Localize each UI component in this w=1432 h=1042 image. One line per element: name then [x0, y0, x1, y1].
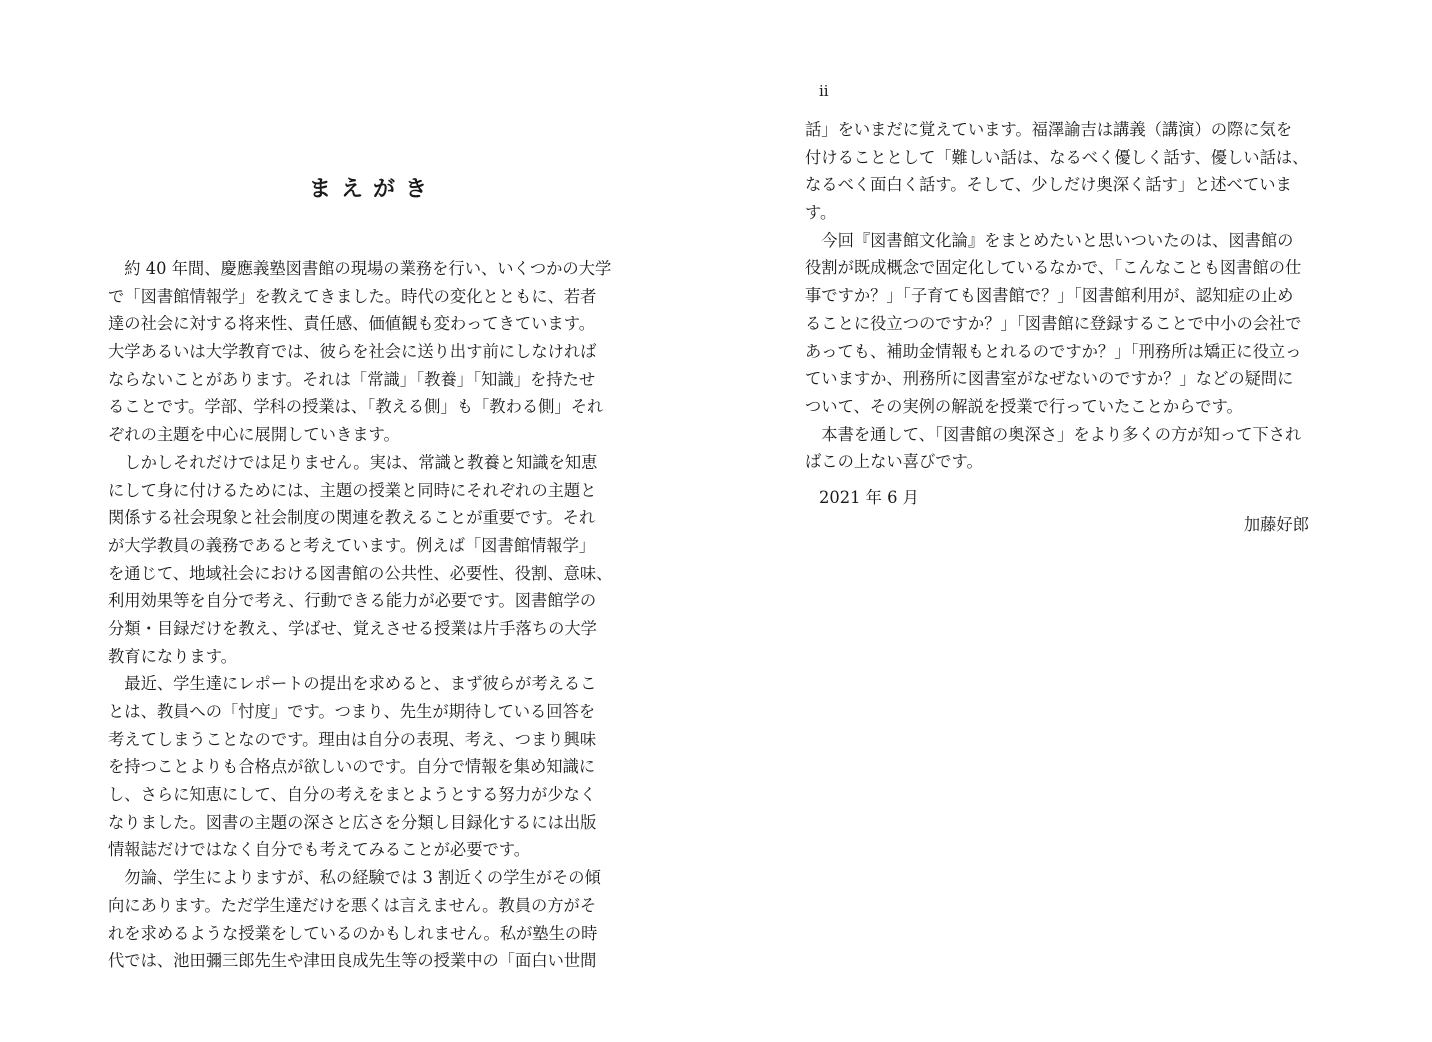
text-line: なりました。図書の主題の深さと広さを分類し目録化するには出版: [108, 812, 597, 832]
text-line: 教育になります。: [108, 646, 237, 666]
text-line: 達の社会に対する将来性、責任感、価値観も変わってきています。: [108, 314, 595, 334]
text-line: 事ですか？」「子育ても図書館で？」「図書館利用が、認知症の止め: [805, 286, 1294, 306]
left-body-text: [108, 255, 638, 975]
text-line: 役割が既成概念で固定化しているなかで、「こんなことも図書館の仕: [805, 258, 1302, 278]
text-line: が大学教員の義務であると考えています。例えば「図書館情報学」: [108, 535, 596, 555]
text-line: 今回『図書館文化論』をまとめたいと思いついたのは、図書館の: [805, 230, 1294, 250]
text-line: ばこの上ない喜びです。: [805, 452, 983, 472]
text-line: 付けることとして「難しい話は、なるべく優しく話す、優しい話は、: [805, 147, 1309, 167]
text-line: にして身に付けるためには、主題の授業と同時にそれぞれの主題と: [108, 480, 597, 500]
text-line: 考えてしまうことなのです。理由は自分の表現、考え、つまり興味: [108, 729, 597, 749]
text-line: なるべく面白く話す。そして、少しだけ奥深く話す」と述べていま: [805, 175, 1292, 195]
page-number: ii: [819, 82, 829, 100]
text-line: とは、教員への「忖度」です。つまり、先生が期待している回答を: [108, 702, 596, 721]
text-line: ることに役立つのですか？」「図書館に登録することで中小の会社で: [805, 313, 1302, 333]
right-body-text: [805, 116, 1335, 476]
preface-date: 2021 年 6 月: [819, 488, 919, 507]
text-line: 向にあります。ただ学生達だけを悪くは言えません。教員の方がそ: [108, 895, 597, 915]
text-line: 大学あるいは大学教育では、彼らを社会に送り出す前にしなければ: [108, 342, 597, 362]
text-line: 関係する社会現象と社会制度の関連を教えることが重要です。それ: [108, 508, 596, 528]
text-line: ついて、その実例の解説を授業で行っていたことからです。: [805, 396, 1243, 416]
text-line: しかしそれだけでは足りません。実は、常識と教養と知識を知恵: [108, 452, 598, 472]
text-line: で「図書館情報学」を教えてきました。時代の変化とともに、若者: [108, 286, 597, 306]
text-line: 情報誌だけではなく自分でも考えてみることが必要です。: [108, 840, 531, 860]
text-line: れを求めるような授業をしているのかもしれません。私が塾生の時: [108, 923, 598, 943]
text-line: 話」をいまだに覚えています。福澤諭吉は講義（講演）の際に気を: [805, 120, 1293, 139]
text-line: ていますか、刑務所に図書室がなぜないのですか？」などの疑問に: [805, 369, 1294, 389]
page-title: まえがき: [308, 177, 437, 202]
text-line: 代では、池田彌三郎先生や津田良成先生等の授業中の「面白い世間: [108, 951, 597, 971]
text-line: あっても、補助金情報もとれるのですか？」「刑務所は矯正に役立っ: [805, 341, 1302, 361]
text-line: ならないことがあります。それは「常識」「教養」「知識」を持たせ: [108, 369, 596, 389]
text-line: 利用効果等を自分で考え、行動できる能力が必要です。図書館学の: [108, 591, 597, 611]
text-line: 最近、学生達にレポートの提出を求めると、まず彼らが考えるこ: [108, 674, 597, 694]
text-line: を持つことよりも合格点が欲しいのです。自分で情報を集め知識に: [108, 757, 596, 777]
text-line: ぞれの主題を中心に展開していきます。: [108, 425, 400, 445]
text-line: ることです。学部、学科の授業は、「教える側」も「教わる側」それ: [108, 397, 604, 417]
text-line: 本書を通して、「図書館の奥深さ」をより多くの方が知って下され: [805, 424, 1302, 444]
text-line: し、さらに知恵にして、自分の考えをまとようとする努力が少なく: [108, 785, 597, 805]
author-name: 加藤好郎: [1243, 515, 1309, 534]
text-line: を通じて、地域社会における図書館の公共性、必要性、役割、意味、: [108, 563, 613, 583]
text-line: 約 40 年間、慶應義塾図書館の現場の業務を行い、いくつかの大学: [108, 259, 612, 278]
text-line: 勿論、学生によりますが、私の経験では 3 割近くの学生がその傾: [108, 868, 601, 888]
text-line: す。: [805, 203, 837, 223]
text-line: 分類・目録だけを教え、学ばせ、覚えさせる授業は片手落ちの大学: [108, 618, 597, 638]
